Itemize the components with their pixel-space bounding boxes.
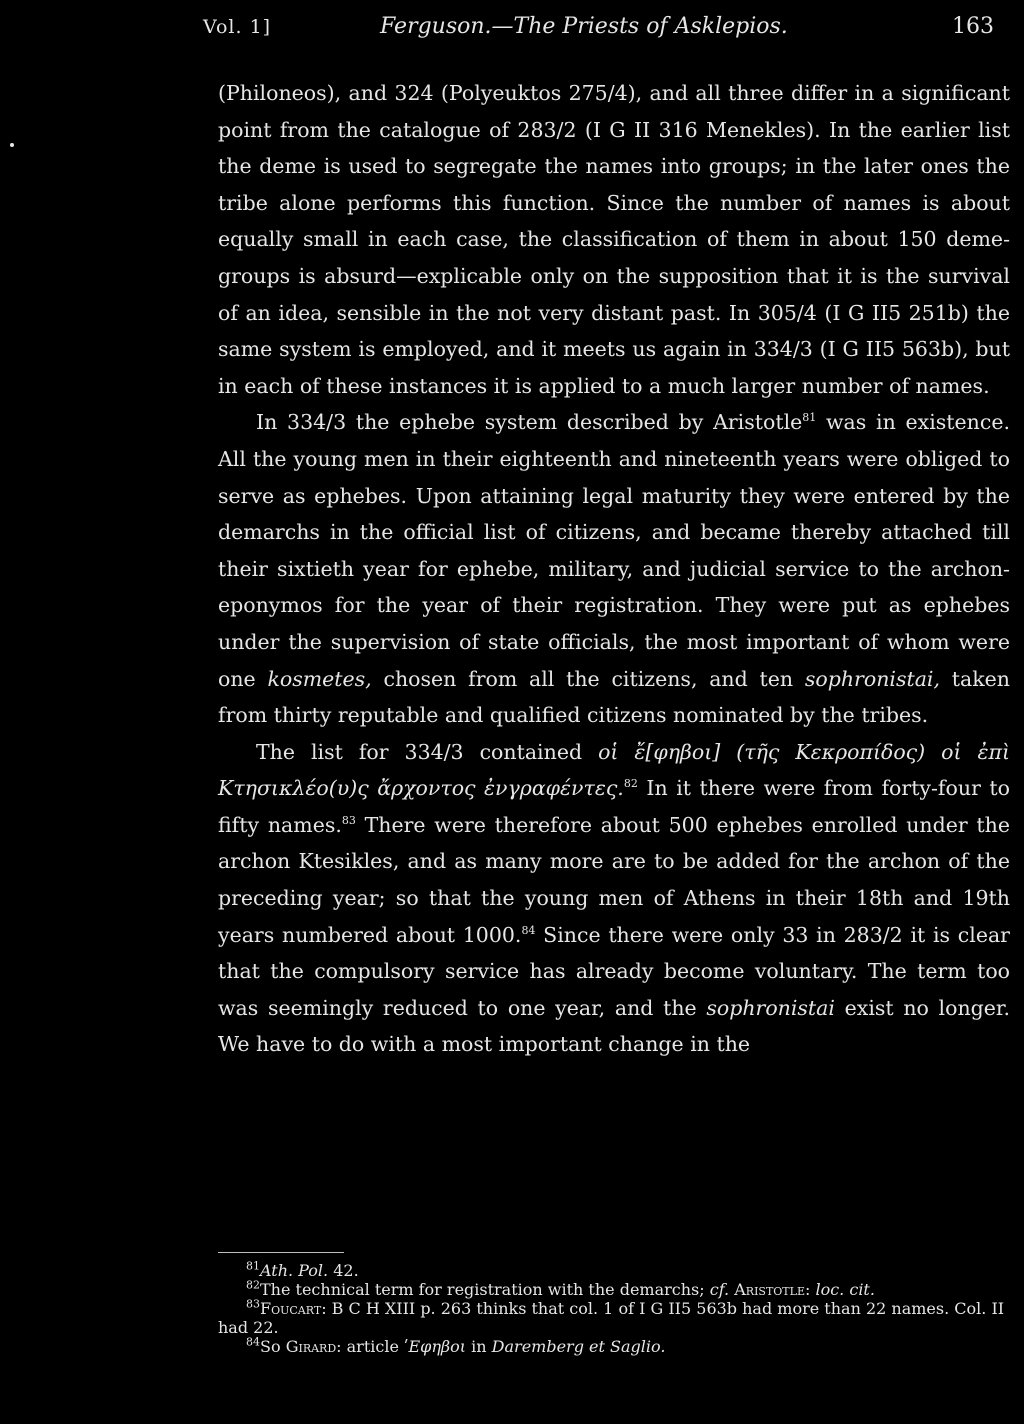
text-run: chosen from all the citizens, and ten xyxy=(371,666,805,691)
text-run: in xyxy=(466,1336,492,1356)
smallcaps-text: Aristotle: xyxy=(734,1280,811,1300)
footnote-marker: 81 xyxy=(246,1259,260,1273)
footnote-marker: 84 xyxy=(246,1335,260,1349)
footnotes xyxy=(218,1259,1010,1357)
italic-text: sophronistai xyxy=(706,995,835,1020)
footnote-82 xyxy=(218,1278,1010,1300)
footnote-marker: 82 xyxy=(623,777,638,791)
running-title: Ferguson.—The Priests of Asklepios. xyxy=(380,14,788,39)
volume-label: Vol. 1] xyxy=(203,16,272,38)
footnote-marker: 83 xyxy=(246,1298,260,1312)
italic-text: ʹΕφηβοι xyxy=(404,1336,467,1356)
smallcaps-text: Foucart xyxy=(260,1299,322,1319)
paragraph-2 xyxy=(218,404,1010,733)
footnote-84 xyxy=(218,1335,1010,1356)
text-run: So xyxy=(260,1336,286,1356)
italic-text: loc. cit. xyxy=(815,1280,875,1300)
paragraph-3 xyxy=(218,734,1010,1063)
text-run: In it there were from forty-four to fifty names. xyxy=(218,776,1010,837)
footnote-rule xyxy=(218,1252,344,1253)
text-run: (Philoneos), and 324 (Polyeuktos 275/4), and all three differ in a significant point from the catalogue of 283/2 (I G II 316 Menekles). In the earlier list the deme is used to segregate the names into groups; in the later ones the tribe alone performs this function. Since the number of names is about equally small in each case, the classification of them in about 150 deme-groups is absurd—explicable only on the supposition that it is the survival of an idea, sensible in the not very distant past. In 305/4 (I G II5 251b) the same system is employed, and it meets us again in 334/3 (I G II5 563b), but in each of these instances it is applied to a much larger number of names. xyxy=(218,81,1010,398)
footnote-marker: 84 xyxy=(521,923,536,937)
smallcaps-text: Girard xyxy=(285,1336,337,1356)
italic-text: οἱ ἔ[φηβοι] (τῆς Κεκροπίδος) οἱ ἐπὶ Κτησικλέο(υ)ς ἄρχοντος ἐνγραφέντες. xyxy=(218,739,1010,801)
text-run: : B C H XIII p. 263 thinks that col. 1 of I G II5 563b had more than 22 names. Col. II had 22. xyxy=(218,1299,1005,1337)
text-run: In 334/3 the ephebe system described by Aristotle xyxy=(256,410,803,435)
footnote-83 xyxy=(218,1300,1010,1336)
italic-text: cf. xyxy=(709,1280,730,1300)
running-header xyxy=(0,10,1024,46)
footnote-marker: 83 xyxy=(341,814,356,828)
italic-text: sophronistai, xyxy=(804,666,941,691)
text-run: 42. xyxy=(328,1261,359,1280)
footnote-81 xyxy=(218,1259,1010,1280)
paragraph-1 xyxy=(218,75,1010,404)
text-run: The list for 334/3 contained xyxy=(256,739,599,764)
text-run: : article xyxy=(336,1336,404,1356)
text-run: Since there were only 33 in 283/2 it is clear that the compulsory service has already become voluntary. The term too was seemingly reduced to one year, and the xyxy=(218,922,1010,1020)
italic-text: kosmetes, xyxy=(267,666,372,691)
footnote-marker: 81 xyxy=(802,411,817,425)
italic-text: Daremberg et Saglio. xyxy=(491,1336,666,1356)
text-run: The technical term for registration with the demarchs; xyxy=(260,1280,710,1300)
page-number: 163 xyxy=(952,14,994,39)
text-run: There were therefore about 500 ephebes enrolled under the archon Ktesikles, and as many more are to be added for the archon of the preceding year; so that the young men of Athens in their 18th and 19th years numbered about 1000. xyxy=(218,812,1010,947)
footnote-marker: 82 xyxy=(246,1278,260,1292)
text-run: exist no longer. We have to do with a most important change in the xyxy=(218,995,1010,1057)
text-run: taken from thirty reputable and qualified citizens nominated by the tribes. xyxy=(218,666,1010,728)
margin-speck xyxy=(10,143,14,147)
italic-text: Ath. Pol. xyxy=(260,1261,329,1280)
body-text xyxy=(218,75,1010,1063)
text-run: was in existence. All the young men in their eighteenth and nineteenth years were obliged to serve as ephebes. Upon attaining legal maturity they were entered by the demarchs in the official list of citizens, and became thereby attached till their sixtieth year for ephebe, military, and judicial service to the archon-eponymos for the year of their registration. They were put as ephebes under the supervision of state officials, the most important of whom were one xyxy=(218,410,1010,691)
